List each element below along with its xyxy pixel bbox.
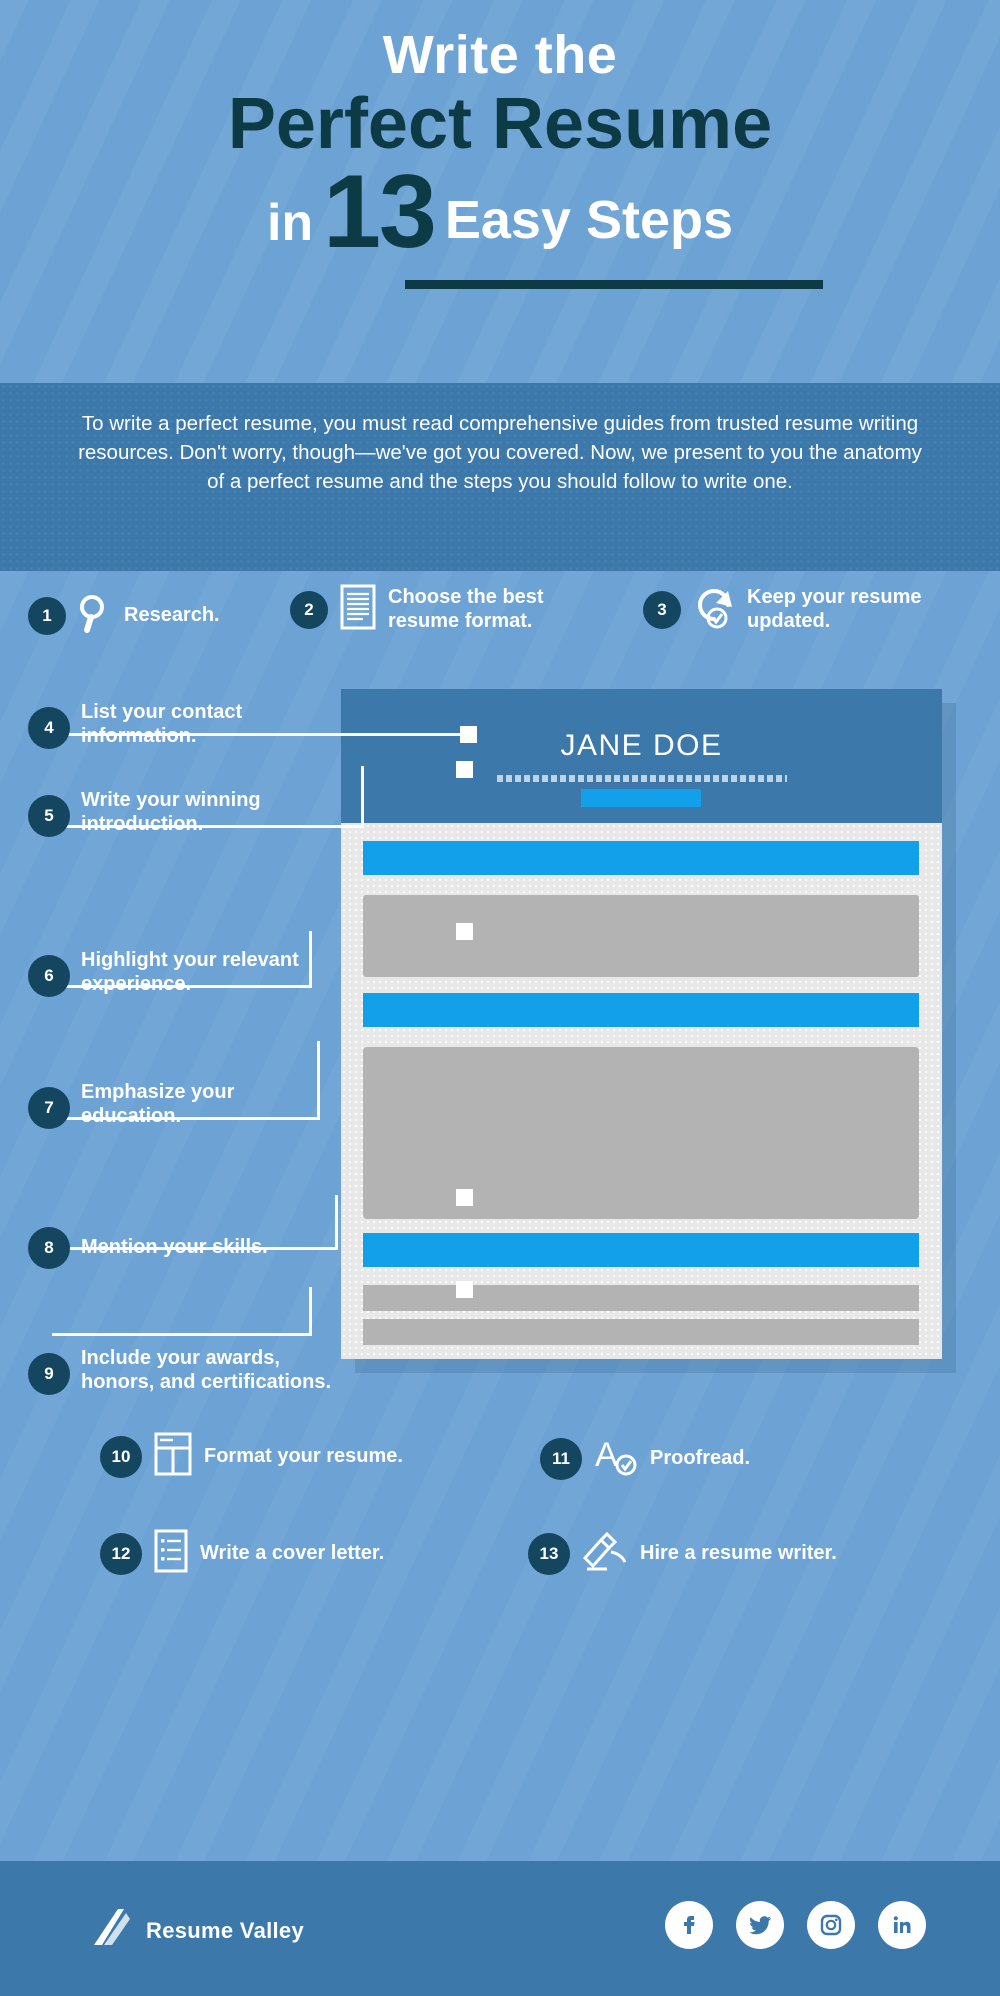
intro-paragraph: To write a perfect resume, you must read comprehensive guides from trusted resume writing resources. Don't worry, though—we've got you covered. Now, we present to you the anatomy of a perfect resume and the steps you should follow to write one. <box>78 412 922 494</box>
step-10-number: 10 <box>100 1436 142 1478</box>
resume-accent-tag <box>581 789 701 807</box>
step-5[interactable] <box>28 789 306 837</box>
step-10-label: Format your resume. <box>204 1444 403 1467</box>
refresh-check-icon <box>692 583 736 636</box>
title-block <box>0 25 1000 270</box>
title-number-13: 13 <box>323 153 435 270</box>
title-underline <box>405 280 823 289</box>
step-6-number: 6 <box>28 955 70 997</box>
step-5-label: Write your winning introduction. <box>81 789 261 835</box>
title-line-3 <box>0 153 1000 270</box>
social-links <box>665 1901 926 1949</box>
resume-block-summary-text <box>363 895 919 977</box>
connector-dot-step-8 <box>456 1189 473 1206</box>
step-3[interactable] <box>643 583 947 636</box>
step-10[interactable] <box>100 1431 403 1482</box>
magnifier-icon <box>77 593 113 638</box>
title-words-easy-steps: Easy Steps <box>444 190 734 251</box>
step-11[interactable] <box>540 1433 750 1484</box>
title-word-in: in <box>266 194 314 253</box>
connector-step-8-v <box>335 1195 338 1250</box>
resume-bar-experience <box>363 993 919 1027</box>
connector-dot-step-6 <box>456 923 473 940</box>
layout-grid-icon <box>153 1431 193 1482</box>
connector-step-9-h <box>52 1333 312 1336</box>
resume-bar-summary <box>363 841 919 875</box>
step-7[interactable] <box>28 1081 281 1129</box>
brand-name: Resume Valley <box>146 1917 304 1943</box>
step-7-number: 7 <box>28 1087 70 1129</box>
steps-section <box>0 571 1000 1861</box>
step-13-number: 13 <box>528 1533 570 1575</box>
connector-dot-step-9 <box>456 1281 473 1298</box>
step-1[interactable] <box>28 593 220 638</box>
resume-block-experience <box>363 1047 919 1219</box>
connector-step-9-v <box>309 1287 312 1336</box>
instagram-icon[interactable] <box>807 1901 855 1949</box>
checklist-icon <box>153 1528 189 1579</box>
intro-band <box>0 383 1000 571</box>
step-1-label: Research. <box>124 603 220 626</box>
connector-dot-step-4 <box>460 726 477 743</box>
document-lines-icon <box>339 583 377 636</box>
step-11-number: 11 <box>540 1438 582 1480</box>
step-12[interactable] <box>100 1528 384 1579</box>
resume-header <box>341 689 942 823</box>
step-2[interactable] <box>290 583 588 636</box>
step-8-number: 8 <box>28 1227 70 1269</box>
linkedin-icon[interactable] <box>878 1901 926 1949</box>
step-9-number: 9 <box>28 1353 70 1395</box>
resume-preview <box>341 689 942 1359</box>
step-5-number: 5 <box>28 795 70 837</box>
step-3-label: Keep your resume updated. <box>747 585 922 632</box>
step-12-label: Write a cover letter. <box>200 1541 385 1564</box>
letter-a-check-icon <box>593 1433 639 1484</box>
step-7-label: Emphasize your education. <box>81 1081 235 1127</box>
facebook-icon[interactable] <box>665 1901 713 1949</box>
connector-step-5-v <box>361 766 364 828</box>
title-line-1: Write the <box>382 25 618 85</box>
step-11-label: Proofread. <box>650 1446 751 1469</box>
step-13-label: Hire a resume writer. <box>640 1541 837 1564</box>
step-6[interactable] <box>28 949 306 997</box>
connector-dot-step-5 <box>456 761 473 778</box>
step-13[interactable] <box>528 1528 837 1579</box>
step-2-label: Choose the best resume format. <box>388 585 544 632</box>
svg-text:A: A <box>595 1436 618 1474</box>
connector-step-6-v <box>309 931 312 988</box>
connector-step-7-v <box>317 1041 320 1120</box>
valley-logo-icon <box>88 1905 132 1956</box>
title-line-2: Perfect Resume <box>227 84 773 164</box>
step-3-number: 3 <box>643 591 681 629</box>
step-8-label: Mention your skills. <box>81 1236 268 1259</box>
step-2-number: 2 <box>290 591 328 629</box>
footer-bar <box>0 1861 1000 1996</box>
step-9-label: Include your awards, honors, and certifications. <box>81 1347 332 1393</box>
step-4[interactable] <box>28 701 296 749</box>
step-4-number: 4 <box>28 707 70 749</box>
step-8[interactable] <box>28 1227 268 1269</box>
step-12-number: 12 <box>100 1533 142 1575</box>
step-1-number: 1 <box>28 597 66 635</box>
resume-bar-extra-2 <box>363 1319 919 1345</box>
resume-name: JANE DOE <box>560 729 723 762</box>
brand-block[interactable] <box>88 1905 304 1956</box>
resume-contact-line <box>497 775 787 782</box>
writing-hand-icon <box>581 1528 629 1579</box>
resume-bar-extra-1 <box>363 1285 919 1311</box>
step-6-label: Highlight your relevant experience. <box>81 949 299 995</box>
resume-bar-skills <box>363 1233 919 1267</box>
steps-row-bottom <box>0 1371 1000 1671</box>
header-banner <box>0 0 1000 383</box>
step-4-label: List your contact information. <box>81 701 243 747</box>
steps-row-top <box>0 571 1000 663</box>
twitter-icon[interactable] <box>736 1901 784 1949</box>
resume-body <box>341 823 942 1359</box>
